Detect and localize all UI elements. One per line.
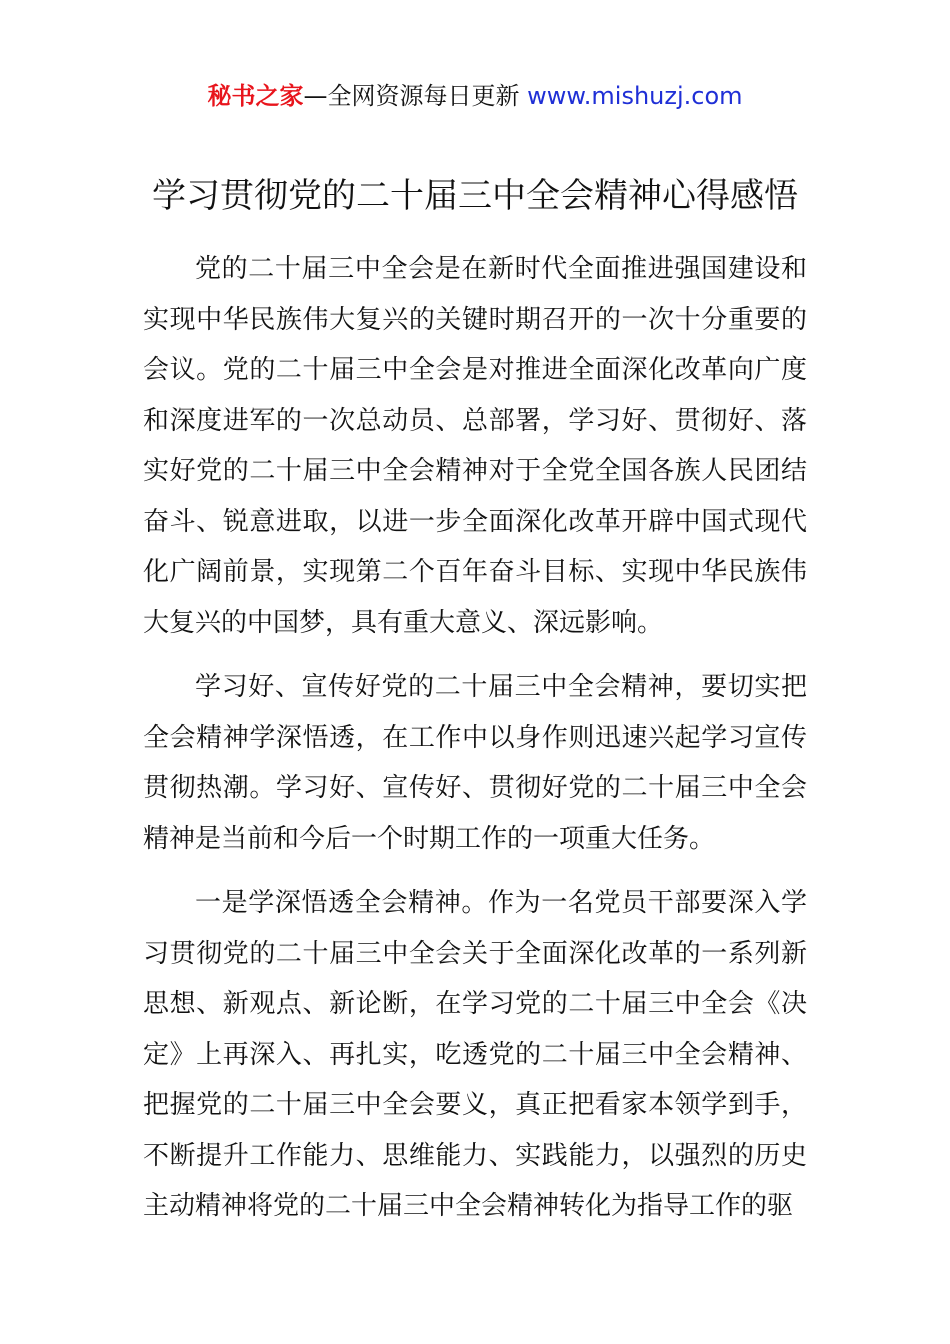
site-url-link[interactable]: www.mishuzj.com (527, 82, 743, 110)
paragraph-3: 一是学深悟透全会精神。作为一名党员干部要深入学习贯彻党的二十届三中全会关于全面深化改革的一系列新思想、新观点、新论断，在学习党的二十届三中全会《决定》上再深入、再扎实，吃透党的二十届三中全会精神、把握党的二十届三中全会要义，真正把看家本领学到手，不断提升工作能力、思维能力、实践能力，以强烈的历史主动精神将党的二十届三中全会精神转化为指导工作的驱 (143, 888, 807, 1221)
paragraph-1: 党的二十届三中全会是在新时代全面推进强国建设和实现中华民族伟大复兴的关键时期召开的一次十分重要的会议。党的二十届三中全会是对推进全面深化改革向广度和深度进军的一次总动员、总部署，学习好、贯彻好、落实好党的二十届三中全会精神对于全党全国各族人民团结奋斗、锐意进取，以进一步全面深化改革开辟中国式现代化广阔前景，实现第二个百年奋斗目标、实现中华民族伟大复兴的中国梦，具有重大意义、深远影响。 (143, 254, 807, 638)
site-tagline: —全网资源每日更新 (303, 82, 528, 110)
paragraph-2: 学习好、宣传好党的二十届三中全会精神，要切实把全会精神学深悟透，在工作中以身作则迅速兴起学习宣传贯彻热潮。学习好、宣传好、贯彻好党的二十届三中全会精神是当前和今后一个时期工作的一项重大任务。 (143, 672, 807, 854)
site-header (0, 78, 950, 114)
document-body (143, 244, 807, 1246)
document-title: 学习贯彻党的二十届三中全会精神心得感悟 (152, 176, 798, 216)
site-brand: 秘书之家 (207, 82, 304, 110)
